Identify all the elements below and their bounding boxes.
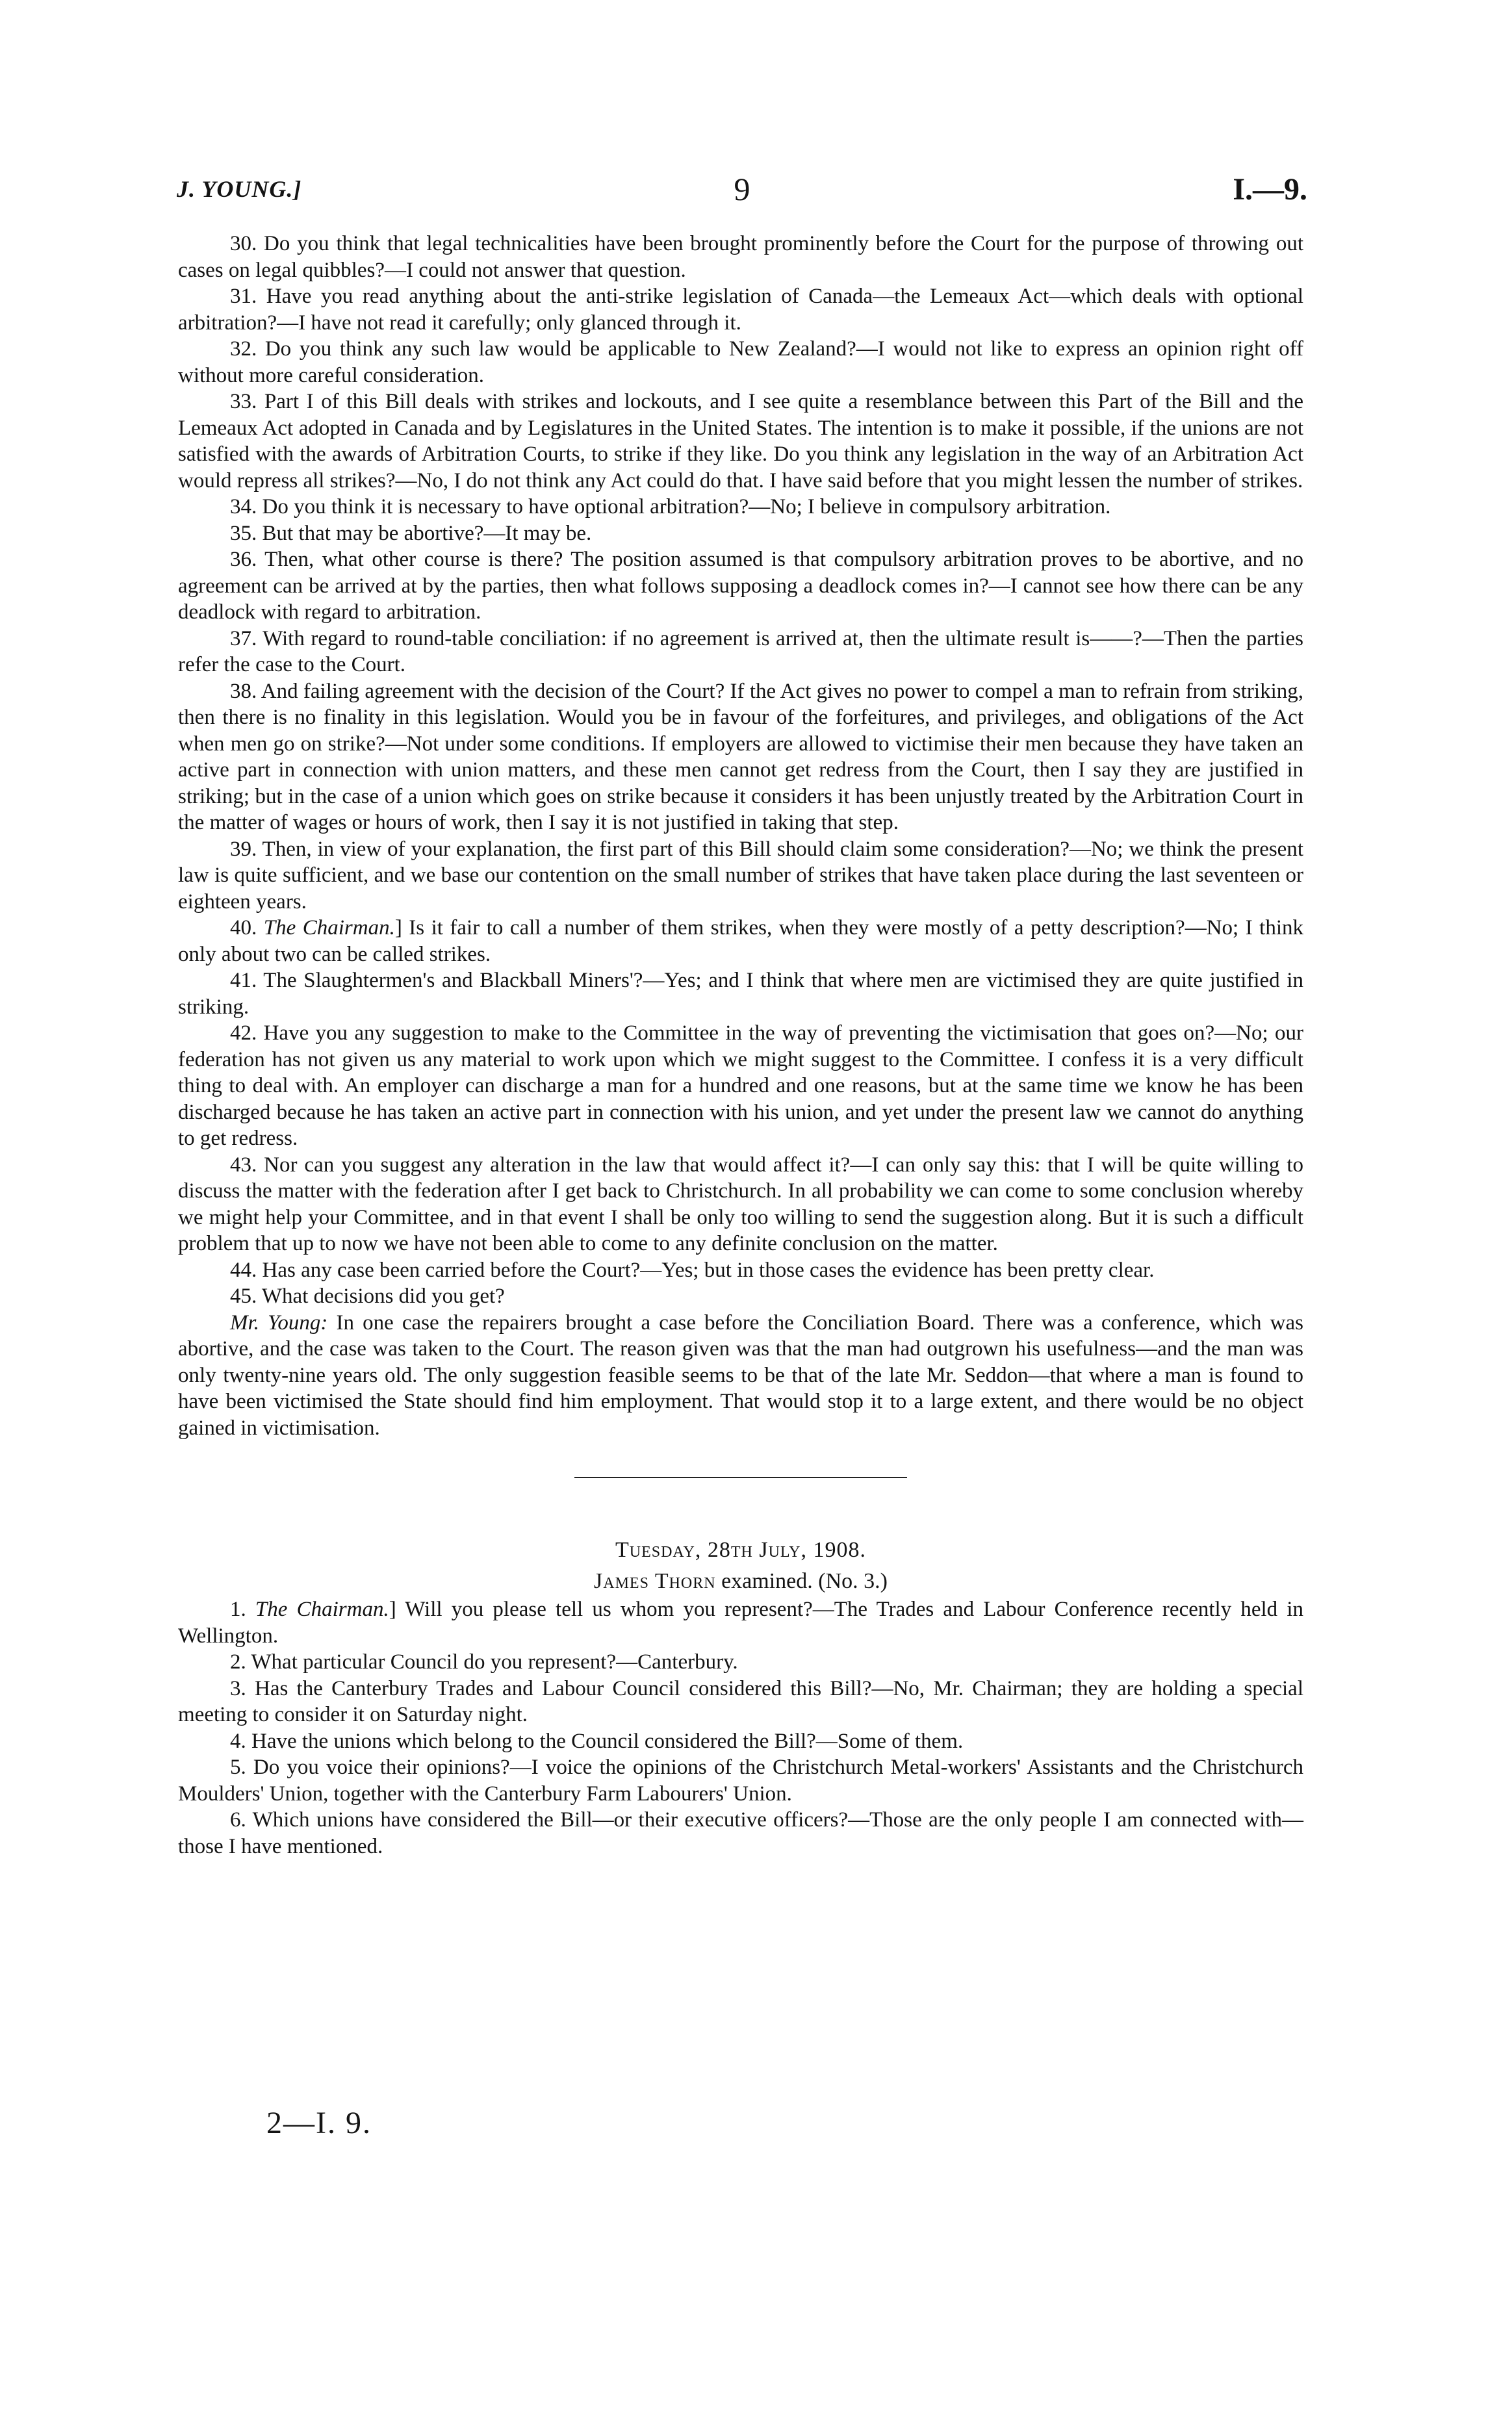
section-divider bbox=[574, 1477, 907, 1478]
question-number: 40. bbox=[230, 916, 264, 940]
thorn-question-5: 5. Do you voice their opinions?—I voice the opinions of the Christchurch Metal-workers' Assistants and the Christchurch Moulders' Union, together with the Canterbury Farm Labourers' Union. bbox=[178, 1756, 1303, 1806]
speaker-mr-young: Mr. Young: bbox=[230, 1311, 328, 1335]
question-41: 41. The Slaughtermen's and Blackball Miners'?—Yes; and I think that where men are victimised they are quite justified in striking. bbox=[178, 969, 1303, 1019]
signature-mark: 2—I. 9. bbox=[266, 2106, 372, 2140]
question-37: 37. With regard to round-table conciliation: if no agreement is arrived at, then the ultimate result is——?—Then the parties refer the case to the Court. bbox=[178, 626, 1303, 676]
question-40 bbox=[178, 915, 1303, 967]
speaker-chairman: The Chairman. bbox=[263, 916, 395, 940]
question-32: 32. Do you think any such law would be applicable to New Zealand?—I would not like to express an opinion right off without more careful consideration. bbox=[178, 337, 1303, 387]
witness-name: James Thorn bbox=[594, 1569, 716, 1593]
thorn-question-2: 2. What particular Council do you represent?—Canterbury. bbox=[230, 1650, 738, 1674]
question-42: 42. Have you any suggestion to make to the Committee in the way of preventing the victimisation that goes on?—No; our federation has not given us any material to work upon which we might suggest to the Committee. I confess it is a very difficult thing to deal with. An employer can discharge a man for a hundred and one reasons, but at the same time we know he has been discharged because he has taken an active part in connection with his union, and yet under the present law we cannot do anything to get redress. bbox=[178, 1021, 1303, 1150]
header-witness-name: J. YOUNG.] bbox=[177, 176, 302, 202]
question-text: ] Will you please tell us whom you represent?—The Trades and Labour Conference recently held in Wellington. bbox=[178, 1598, 1304, 1648]
question-30: 30. Do you think that legal technicalities have been brought prominently before the Court for the purpose of throwing out cases on legal quibbles?—I could not answer that question. bbox=[178, 232, 1303, 282]
witness-statement bbox=[178, 1310, 1303, 1442]
speaker-chairman: The Chairman. bbox=[255, 1598, 389, 1621]
evidence-body bbox=[178, 231, 1303, 1860]
question-33: 33. Part I of this Bill deals with strikes and lockouts, and I see quite a resemblance between this Part of the Bill and the Lemeaux Act adopted in Canada and by Legislatures in the United States. The intention is to make it possible, if the unions are not satisfied with the awards of Arbitration Courts, to strike if they like. Do you think any legislation in the way of an Arbitration Act would repress all strikes?—No, I do not think any Act could do that. I have said before that you might lessen the number of strikes. bbox=[178, 390, 1303, 492]
question-number: 1. bbox=[230, 1598, 255, 1621]
question-44: 44. Has any case been carried before the Court?—Yes; but in those cases the evidence has been pretty clear. bbox=[230, 1258, 1155, 1282]
thorn-question-6: 6. Which unions have considered the Bill—or their executive officers?—Those are the only people I am connected with—those I have mentioned. bbox=[178, 1808, 1303, 1858]
question-39: 39. Then, in view of your explanation, the first part of this Bill should claim some consideration?—No; we think the present law is quite sufficient, and we base our contention on the small number of strikes that have taken place during the last seventeen or eighteen years. bbox=[178, 837, 1303, 914]
question-34: 34. Do you think it is necessary to have optional arbitration?—No; I believe in compulsory arbitration. bbox=[230, 495, 1111, 518]
thorn-question-4: 4. Have the unions which belong to the Council considered the Bill?—Some of them. bbox=[230, 1729, 964, 1753]
question-35: 35. But that may be abortive?—It may be. bbox=[230, 521, 592, 545]
header-page-number: 9 bbox=[734, 171, 750, 207]
question-43: 43. Nor can you suggest any alteration in the law that would affect it?—I can only say this: that I will be quite willing to discuss the matter with the federation after I get back to Christchurch. In all probability we can come to some conclusion whereby we might help your Committee, and in that event I shall be only too willing to send the suggestion along. But it is such a difficult problem that up to now we have not been able to come to any definite conclusion on the matter. bbox=[178, 1153, 1303, 1255]
thorn-question-1 bbox=[178, 1596, 1303, 1649]
question-38: 38. And failing agreement with the decision of the Court? If the Act gives no power to compel a man to refrain from striking, then there is no finality in this legislation. Would you be in favour of the forfeitures, and privileges, and obligations of the Act when men go on strike?—Not under some conditions. If employers are allowed to victimise their men because they have taken an active part in connection with union matters, and these men cannot get redress from the Court, then I say they are justified in striking; but in the case of a union which goes on strike because it considers it has been unjustly treated by the Arbitration Court in the matter of wages or hours of work, then I say it is not justified in taking that step. bbox=[178, 679, 1303, 834]
examination-label: examined. (No. 3.) bbox=[715, 1569, 888, 1593]
question-45: 45. What decisions did you get? bbox=[230, 1285, 505, 1308]
session-date: Tuesday, 28th July, 1908. bbox=[615, 1538, 867, 1562]
question-text: ] Is it fair to call a number of them strikes, when they were mostly of a petty description?—No; I think only about two can be called strikes. bbox=[178, 916, 1303, 966]
question-36: 36. Then, what other course is there? The position assumed is that compulsory arbitration proves to be abortive, and no agreement can be arrived at by the parties, then what follows supposing a deadlock comes in?—I cannot see how there can be any deadlock with regard to arbitration. bbox=[178, 548, 1303, 624]
header-paper-reference: I.—9. bbox=[1233, 172, 1307, 207]
thorn-question-3: 3. Has the Canterbury Trades and Labour Council considered this Bill?—No, Mr. Chairman; they are holding a special meeting to consider it on Saturday night. bbox=[178, 1676, 1303, 1726]
page-header bbox=[177, 170, 1307, 209]
statement-text: In one case the repairers brought a case before the Conciliation Board. There was a conference, which was abortive, and the case was taken to the Court. The reason given was that the man had outgrown his usefulness—and the man was only twenty-nine years old. The only suggestion feasible seems to be that of the late Mr. Seddon—that where a man is found to have been victimised the State should find him employment. That would stop it to a large extent, and there would be no object gained in victimisation. bbox=[178, 1311, 1303, 1440]
examination-heading bbox=[178, 1569, 1303, 1594]
question-31: 31. Have you read anything about the anti-strike legislation of Canada—the Lemeaux Act—which deals with optional arbitration?—I have not read it carefully; only glanced through it. bbox=[178, 285, 1303, 335]
